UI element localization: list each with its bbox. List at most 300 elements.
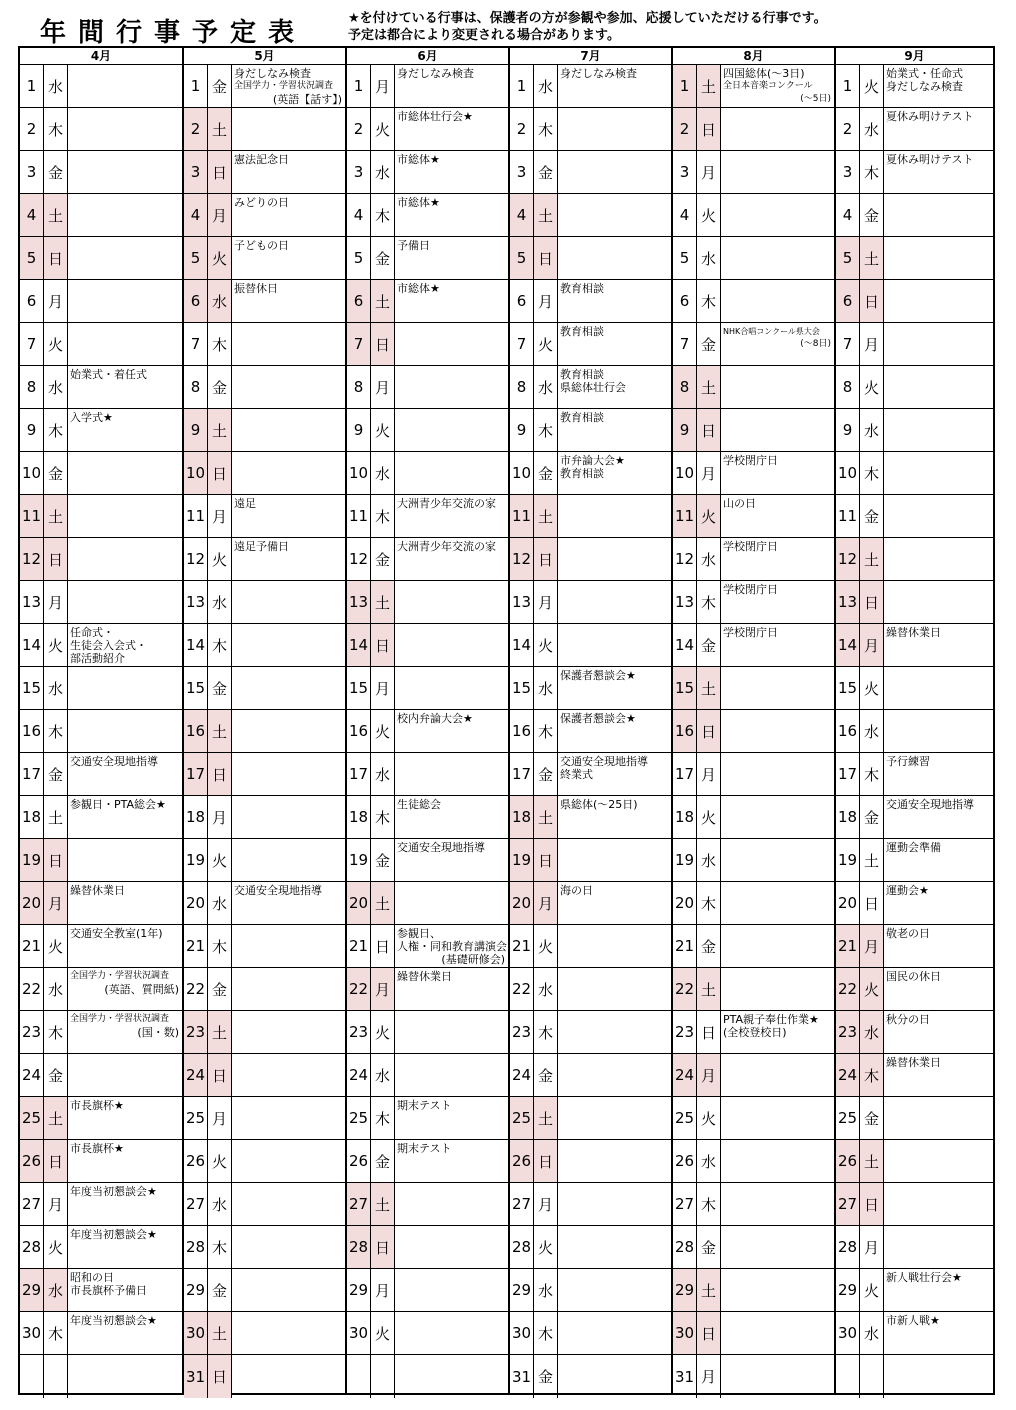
day-number: 10: [20, 452, 44, 494]
weekday: 土: [44, 1097, 68, 1139]
event-text: 運動会★: [886, 884, 929, 897]
day-row: [184, 925, 345, 968]
weekday: 金: [860, 1097, 884, 1139]
day-row: [836, 839, 993, 882]
weekday: 火: [208, 1140, 232, 1182]
event-text: 全国学力・学習状況調査: [70, 971, 170, 981]
day-row: [20, 667, 182, 710]
day-number: 17: [347, 753, 371, 795]
day-row: [510, 581, 671, 624]
day-number: 24: [347, 1054, 371, 1096]
event-cell: [68, 753, 182, 795]
day-row: [673, 366, 834, 409]
day-row: [510, 151, 671, 194]
event-text: 学校閉庁日: [723, 583, 778, 596]
day-number: 9: [347, 409, 371, 451]
event-cell: [884, 1312, 993, 1354]
event-cell: [558, 1355, 671, 1398]
day-number: 14: [20, 624, 44, 666]
day-row: [20, 925, 182, 968]
day-number: 6: [20, 280, 44, 322]
day-row: [673, 839, 834, 882]
day-row: [20, 796, 182, 839]
day-row: [510, 237, 671, 280]
event-cell: [558, 280, 671, 322]
weekday: 土: [44, 194, 68, 236]
day-number: 1: [347, 65, 371, 107]
weekday: 月: [371, 366, 395, 408]
day-row: [510, 624, 671, 667]
day-row: [20, 1011, 182, 1054]
day-row: [673, 538, 834, 581]
weekday: 土: [208, 108, 232, 150]
month-column: [182, 48, 345, 1393]
weekday: 月: [208, 796, 232, 838]
event-cell: [558, 753, 671, 795]
day-number: 21: [510, 925, 534, 967]
event-cell: [558, 1226, 671, 1268]
event-cell: [721, 194, 834, 236]
event-cell: [395, 839, 508, 881]
event-cell: [68, 1097, 182, 1139]
event-cell: [68, 839, 182, 881]
day-row: [184, 1355, 345, 1398]
event-text: 教育相談: [560, 282, 604, 295]
weekday: 日: [371, 1226, 395, 1268]
day-row: [836, 624, 993, 667]
weekday: 金: [860, 495, 884, 537]
event-text: 予行練習: [886, 755, 930, 768]
weekday: 月: [697, 151, 721, 193]
day-row: [510, 1011, 671, 1054]
event-text: (基礎研修会): [441, 953, 505, 966]
event-cell: [884, 1011, 993, 1053]
day-number: 26: [673, 1140, 697, 1182]
day-number: 22: [347, 968, 371, 1010]
day-number: 18: [836, 796, 860, 838]
day-number: 14: [184, 624, 208, 666]
event-cell: [721, 151, 834, 193]
day-row: [836, 882, 993, 925]
event-cell: [721, 1097, 834, 1139]
day-row: [20, 968, 182, 1011]
event-cell: [395, 280, 508, 322]
weekday: 火: [697, 1097, 721, 1139]
day-number: 15: [510, 667, 534, 709]
weekday: 火: [371, 1312, 395, 1354]
day-number: 7: [347, 323, 371, 365]
day-number: 2: [347, 108, 371, 150]
weekday: 水: [44, 667, 68, 709]
day-row: [347, 1226, 508, 1269]
day-row: [20, 624, 182, 667]
day-number: 28: [20, 1226, 44, 1268]
weekday: 土: [697, 65, 721, 107]
weekday: 火: [860, 65, 884, 107]
weekday: 金: [44, 753, 68, 795]
weekday: 土: [208, 710, 232, 752]
day-number: 12: [510, 538, 534, 580]
event-cell: [68, 65, 182, 107]
day-row: [347, 624, 508, 667]
weekday: 金: [860, 194, 884, 236]
weekday: 水: [534, 366, 558, 408]
event-text: 生徒総会: [397, 798, 441, 811]
event-cell: [558, 538, 671, 580]
weekday: 水: [208, 1183, 232, 1225]
day-number: 1: [20, 65, 44, 107]
weekday: 土: [860, 839, 884, 881]
day-row: [673, 925, 834, 968]
day-number: 1: [510, 65, 534, 107]
day-row: [347, 581, 508, 624]
weekday: 金: [697, 323, 721, 365]
day-row: [510, 1097, 671, 1140]
event-text: 始業式・着任式: [70, 368, 147, 381]
day-number: 11: [20, 495, 44, 537]
day-row: [347, 882, 508, 925]
day-row: [347, 839, 508, 882]
event-cell: [558, 1312, 671, 1354]
day-number: 22: [836, 968, 860, 1010]
day-number: 6: [673, 280, 697, 322]
weekday: 火: [860, 968, 884, 1010]
day-row: [673, 65, 834, 108]
event-text: 交通安全現地指導: [560, 755, 648, 768]
day-row: [836, 151, 993, 194]
day-row: [510, 968, 671, 1011]
event-cell: [68, 968, 182, 1010]
day-number: 15: [347, 667, 371, 709]
event-text: 教育相談: [560, 411, 604, 424]
weekday: 水: [208, 581, 232, 623]
weekday: 木: [44, 710, 68, 752]
day-row: [347, 1312, 508, 1355]
event-cell: [68, 194, 182, 236]
day-row: [836, 710, 993, 753]
event-cell: [884, 151, 993, 193]
weekday: 木: [534, 409, 558, 451]
day-row: [184, 65, 345, 108]
weekday: 火: [697, 796, 721, 838]
day-row: [673, 1226, 834, 1269]
day-number: [347, 1355, 371, 1398]
weekday: 土: [860, 1140, 884, 1182]
weekday: 木: [208, 624, 232, 666]
header: [18, 6, 998, 48]
day-row: [184, 452, 345, 495]
day-number: 8: [836, 366, 860, 408]
weekday: 火: [371, 1011, 395, 1053]
weekday: 火: [208, 538, 232, 580]
event-cell: [232, 581, 345, 623]
day-row: [510, 796, 671, 839]
day-row: [184, 796, 345, 839]
day-number: 28: [184, 1226, 208, 1268]
day-number: 23: [347, 1011, 371, 1053]
day-number: 21: [673, 925, 697, 967]
day-row: [347, 1183, 508, 1226]
event-cell: [395, 624, 508, 666]
day-row: [510, 925, 671, 968]
day-number: 20: [510, 882, 534, 924]
weekday: 月: [534, 581, 558, 623]
day-number: [836, 1355, 860, 1398]
day-row: [20, 323, 182, 366]
day-row: [510, 1140, 671, 1183]
weekday: 水: [697, 237, 721, 279]
day-number: 29: [20, 1269, 44, 1311]
event-cell: [68, 538, 182, 580]
event-cell: [721, 237, 834, 279]
day-row: [836, 495, 993, 538]
day-number: 29: [347, 1269, 371, 1311]
event-cell: [884, 1097, 993, 1139]
day-number: 18: [20, 796, 44, 838]
day-number: 26: [184, 1140, 208, 1182]
day-number: 27: [20, 1183, 44, 1225]
event-text: 任命式・: [70, 626, 114, 639]
day-row: [20, 753, 182, 796]
day-row: [20, 108, 182, 151]
weekday: 土: [697, 667, 721, 709]
event-text: 交通安全現地指導: [234, 884, 322, 897]
day-row: [510, 1355, 671, 1398]
event-cell: [232, 839, 345, 881]
day-number: 30: [836, 1312, 860, 1354]
day-row: [673, 1140, 834, 1183]
day-row: [673, 796, 834, 839]
event-cell: [232, 280, 345, 322]
weekday: 火: [208, 839, 232, 881]
day-row: [184, 710, 345, 753]
event-cell: [884, 581, 993, 623]
day-row: [20, 65, 182, 108]
event-cell: [395, 882, 508, 924]
event-text: 教育相談: [560, 467, 604, 480]
day-number: 9: [836, 409, 860, 451]
event-cell: [884, 538, 993, 580]
day-number: 16: [510, 710, 534, 752]
weekday: 木: [534, 1011, 558, 1053]
weekday: 火: [44, 624, 68, 666]
weekday: 木: [697, 1183, 721, 1225]
day-row: [510, 495, 671, 538]
event-cell: [68, 452, 182, 494]
day-row: [673, 1312, 834, 1355]
event-cell: [884, 968, 993, 1010]
day-number: 22: [184, 968, 208, 1010]
day-row: [673, 1054, 834, 1097]
event-text: 夏休み明けテスト: [886, 153, 974, 166]
day-row: [510, 366, 671, 409]
day-row: [184, 624, 345, 667]
event-cell: [721, 753, 834, 795]
month-header: 7月: [510, 48, 671, 65]
weekday: 木: [208, 925, 232, 967]
day-row: [673, 1097, 834, 1140]
day-row: [510, 323, 671, 366]
event-text: 市総体★: [397, 196, 440, 209]
weekday: 水: [371, 1054, 395, 1096]
event-cell: [884, 495, 993, 537]
event-text: 敬老の日: [886, 927, 930, 940]
day-number: 7: [184, 323, 208, 365]
weekday: [860, 1355, 884, 1398]
day-row: [184, 1097, 345, 1140]
event-text: 国民の休日: [886, 970, 941, 983]
event-cell: [884, 925, 993, 967]
event-text: 交通安全教室(1年): [70, 927, 163, 940]
day-number: 16: [184, 710, 208, 752]
day-row: [20, 538, 182, 581]
event-text: 秋分の日: [886, 1013, 930, 1026]
day-row: [347, 796, 508, 839]
day-number: 11: [347, 495, 371, 537]
day-row: [510, 538, 671, 581]
day-number: [20, 1355, 44, 1398]
weekday: 日: [208, 151, 232, 193]
weekday: 日: [697, 1312, 721, 1354]
day-number: 19: [184, 839, 208, 881]
event-cell: [558, 65, 671, 107]
event-cell: [558, 925, 671, 967]
event-text: 市長旗杯★: [70, 1099, 124, 1112]
weekday: 月: [44, 882, 68, 924]
day-row: [673, 710, 834, 753]
day-number: 4: [510, 194, 534, 236]
event-cell: [721, 1312, 834, 1354]
day-row: [836, 968, 993, 1011]
event-cell: [884, 882, 993, 924]
day-number: 12: [673, 538, 697, 580]
day-number: 30: [510, 1312, 534, 1354]
note-line-2: 予定は都合により変更される場合があります。: [348, 28, 620, 43]
event-cell: [232, 194, 345, 236]
weekday: 木: [697, 581, 721, 623]
day-row: [347, 1097, 508, 1140]
event-cell: [884, 839, 993, 881]
weekday: 月: [371, 968, 395, 1010]
day-number: 2: [184, 108, 208, 150]
day-number: 18: [347, 796, 371, 838]
event-cell: [558, 581, 671, 623]
day-number: 3: [347, 151, 371, 193]
weekday: 木: [534, 108, 558, 150]
day-number: 10: [347, 452, 371, 494]
day-number: 6: [347, 280, 371, 322]
event-text: 身だしなみ検査: [886, 80, 963, 93]
day-row: [347, 1269, 508, 1312]
weekday: 月: [208, 495, 232, 537]
event-cell: [395, 495, 508, 537]
day-number: 2: [673, 108, 697, 150]
weekday: 月: [860, 1226, 884, 1268]
day-number: 13: [510, 581, 534, 623]
day-row: [184, 151, 345, 194]
day-number: 11: [184, 495, 208, 537]
event-cell: [558, 968, 671, 1010]
day-number: 13: [347, 581, 371, 623]
day-row: [184, 538, 345, 581]
day-row: [20, 452, 182, 495]
weekday: 木: [44, 409, 68, 451]
day-row: [20, 1226, 182, 1269]
weekday: 日: [860, 581, 884, 623]
day-number: 31: [184, 1355, 208, 1398]
day-number: 26: [20, 1140, 44, 1182]
day-row: [673, 237, 834, 280]
event-cell: [68, 882, 182, 924]
day-row: [347, 194, 508, 237]
day-number: 7: [20, 323, 44, 365]
event-cell: [68, 1183, 182, 1225]
event-cell: [884, 409, 993, 451]
day-number: 27: [836, 1183, 860, 1225]
weekday: 日: [371, 323, 395, 365]
event-text: 繰替休業日: [70, 884, 125, 897]
weekday: 木: [44, 108, 68, 150]
event-text: PTA親子奉仕作業★: [723, 1013, 819, 1026]
day-number: 17: [510, 753, 534, 795]
day-row: [347, 495, 508, 538]
event-cell: [558, 710, 671, 752]
month-column: [834, 48, 993, 1393]
day-number: 20: [184, 882, 208, 924]
event-cell: [558, 323, 671, 365]
day-number: 25: [347, 1097, 371, 1139]
day-row: [20, 581, 182, 624]
day-row: [347, 151, 508, 194]
event-text: (国・数): [137, 1026, 179, 1039]
event-text: 年度当初懇談会★: [70, 1314, 157, 1327]
day-number: 23: [510, 1011, 534, 1053]
event-text: 大洲青少年交流の家: [397, 540, 496, 553]
event-cell: [395, 194, 508, 236]
day-number: 29: [510, 1269, 534, 1311]
weekday: 水: [534, 65, 558, 107]
weekday: 土: [371, 1183, 395, 1225]
event-cell: [68, 1355, 182, 1398]
day-number: 20: [20, 882, 44, 924]
day-number: 14: [673, 624, 697, 666]
day-number: 19: [836, 839, 860, 881]
event-text: 振替休日: [234, 282, 278, 295]
weekday: 土: [208, 1312, 232, 1354]
event-cell: [395, 151, 508, 193]
day-number: 1: [673, 65, 697, 107]
day-row: [20, 1183, 182, 1226]
day-number: 8: [510, 366, 534, 408]
weekday: 水: [44, 366, 68, 408]
event-cell: [395, 1269, 508, 1311]
weekday: 金: [534, 151, 558, 193]
day-row: [347, 452, 508, 495]
day-number: 18: [673, 796, 697, 838]
weekday: 水: [860, 108, 884, 150]
event-cell: [232, 366, 345, 408]
weekday: 土: [371, 882, 395, 924]
day-row: [20, 882, 182, 925]
event-text: 夏休み明けテスト: [886, 110, 974, 123]
weekday: 木: [860, 1054, 884, 1096]
event-cell: [395, 409, 508, 451]
day-row: [836, 581, 993, 624]
weekday: 月: [44, 581, 68, 623]
event-cell: [721, 882, 834, 924]
weekday: 金: [697, 624, 721, 666]
day-number: 7: [836, 323, 860, 365]
